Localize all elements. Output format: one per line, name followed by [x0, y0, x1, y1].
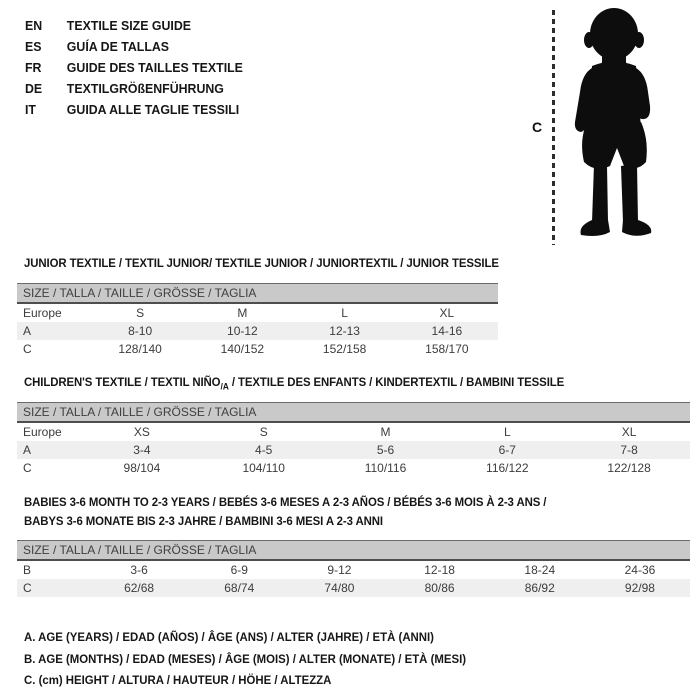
language-title: GUIDA ALLE TAGLIE TESSILI — [66, 102, 240, 117]
table-cell: 24-36 — [624, 563, 656, 577]
table-cell: 14-16 — [431, 324, 463, 338]
language-row — [25, 36, 243, 57]
row-label: C — [23, 581, 32, 595]
table-cell: S — [136, 306, 145, 320]
language-title: TEXTILE SIZE GUIDE — [66, 18, 192, 33]
table-cell: 3-4 — [133, 443, 151, 457]
table-cell: L — [503, 425, 511, 439]
table-cell: M — [380, 425, 391, 439]
table-row — [17, 579, 690, 597]
table-cell: 4-5 — [255, 443, 273, 457]
row-label: B — [23, 563, 32, 577]
table-cell: 86/92 — [524, 581, 555, 595]
language-row — [25, 78, 243, 99]
section-title-subscript: /A — [220, 381, 229, 392]
height-marker-label: C — [532, 119, 543, 135]
section-title-line: BABIES 3-6 MONTH TO 2-3 YEARS / BEBÉS 3-6 MESES A 2-3 AÑOS / BÉBÉS 3-6 MOIS À 2-3 ANS / — [24, 495, 547, 509]
language-code: FR — [25, 60, 42, 75]
table-cell: 6-9 — [230, 563, 248, 577]
table-cell: 98/104 — [123, 461, 161, 475]
section-title-text: / TEXTILE DES ENFANTS / KINDERTEXTIL / BAMBINI TESSILE — [228, 375, 565, 389]
table-row — [17, 423, 690, 441]
row-label: A — [23, 324, 32, 338]
row-cells — [81, 441, 690, 459]
language-title: GUÍA DE TALLAS — [66, 39, 170, 54]
section-title-babies — [24, 493, 546, 531]
language-title: TEXTILGRÖßENFÜHRUNG — [66, 81, 224, 96]
section-title-text: CHILDREN'S TEXTILE / TEXTIL NIÑO — [24, 375, 221, 389]
height-dashed-line — [552, 10, 555, 245]
table-cell: 7-8 — [620, 443, 638, 457]
table-row — [17, 304, 498, 322]
row-label: Europe — [23, 306, 62, 320]
table-body — [17, 304, 498, 358]
section-title-junior: JUNIOR TEXTILE / TEXTIL JUNIOR/ TEXTILE JUNIOR / JUNIORTEXTIL / JUNIOR TESSILE — [24, 256, 499, 270]
table-cell: 104/110 — [242, 461, 285, 475]
table-cell: 8-10 — [128, 324, 153, 338]
table-cell: M — [237, 306, 248, 320]
language-row — [25, 15, 243, 36]
size-header-bar: SIZE / TALLA / TAILLE / GRÖSSE / TAGLIA — [17, 402, 690, 423]
babies-size-table — [17, 540, 690, 597]
children-size-table — [17, 402, 690, 477]
table-cell: 62/68 — [124, 581, 155, 595]
footnote: A. AGE (YEARS) / EDAD (AÑOS) / ÂGE (ANS) / ALTER (JAHRE) / ETÀ (ANNI) — [24, 630, 434, 644]
size-header-bar: SIZE / TALLA / TAILLE / GRÖSSE / TAGLIA — [17, 283, 498, 304]
table-cell: 122/128 — [607, 461, 651, 475]
row-cells — [89, 579, 690, 597]
table-cell: 9-12 — [327, 563, 352, 577]
junior-size-table — [17, 283, 498, 358]
row-label: Europe — [23, 425, 62, 439]
table-cell: 92/98 — [624, 581, 655, 595]
language-row — [25, 57, 243, 78]
table-body — [17, 561, 690, 597]
table-cell: XS — [133, 425, 150, 439]
table-row — [17, 340, 498, 358]
row-label: C — [23, 342, 32, 356]
footnote: C. (cm) HEIGHT / ALTURA / HAUTEUR / HÖHE / ALTEZZA — [24, 673, 332, 687]
table-cell: S — [259, 425, 268, 439]
language-title: GUIDE DES TAILLES TEXTILE — [66, 60, 243, 75]
table-cell: 6-7 — [498, 443, 516, 457]
table-cell: 74/80 — [324, 581, 355, 595]
table-cell: 140/152 — [220, 342, 265, 356]
table-cell: 68/74 — [224, 581, 255, 595]
table-cell: 158/170 — [425, 342, 469, 356]
language-row — [25, 99, 243, 120]
table-cell: 116/122 — [486, 461, 529, 475]
table-cell: 152/158 — [322, 342, 367, 356]
table-cell: 5-6 — [376, 443, 395, 457]
footnotes-legend — [24, 627, 489, 692]
language-code: ES — [25, 39, 42, 54]
row-cells — [81, 459, 690, 477]
row-cells — [89, 304, 498, 322]
baby-silhouette-icon — [561, 6, 661, 246]
table-body — [17, 423, 690, 477]
table-row — [17, 561, 690, 579]
row-cells — [89, 561, 690, 579]
language-code: IT — [25, 102, 36, 117]
footnote: B. AGE (MONTHS) / EDAD (MESES) / ÂGE (MOIS) / ALTER (MONATE) / ETÀ (MESI) — [24, 651, 467, 666]
table-row — [17, 459, 690, 477]
row-cells — [89, 322, 498, 340]
table-cell: XL — [621, 425, 637, 439]
language-list — [25, 15, 254, 120]
table-cell: 10-12 — [227, 324, 258, 338]
table-row — [17, 441, 690, 459]
language-code: DE — [25, 81, 43, 96]
row-label: C — [23, 461, 32, 475]
table-cell: L — [341, 306, 348, 320]
row-cells — [81, 423, 690, 441]
row-label: A — [23, 443, 32, 457]
section-title-line: BABYS 3-6 MONATE BIS 2-3 JAHRE / BAMBINI 3-6 MESI A 2-3 ANNI — [24, 514, 383, 528]
table-cell: 80/86 — [424, 581, 455, 595]
row-cells — [89, 340, 498, 358]
table-row — [17, 322, 498, 340]
table-cell: 3-6 — [130, 563, 148, 577]
table-cell: 12-13 — [329, 324, 360, 338]
language-code: EN — [25, 18, 43, 33]
table-cell: 18-24 — [524, 563, 556, 577]
section-title-children — [24, 373, 564, 396]
table-cell: XL — [439, 306, 455, 320]
table-cell: 12-18 — [424, 563, 455, 577]
table-cell: 110/116 — [364, 461, 407, 475]
size-header-bar: SIZE / TALLA / TAILLE / GRÖSSE / TAGLIA — [17, 540, 690, 561]
table-cell: 128/140 — [118, 342, 162, 356]
